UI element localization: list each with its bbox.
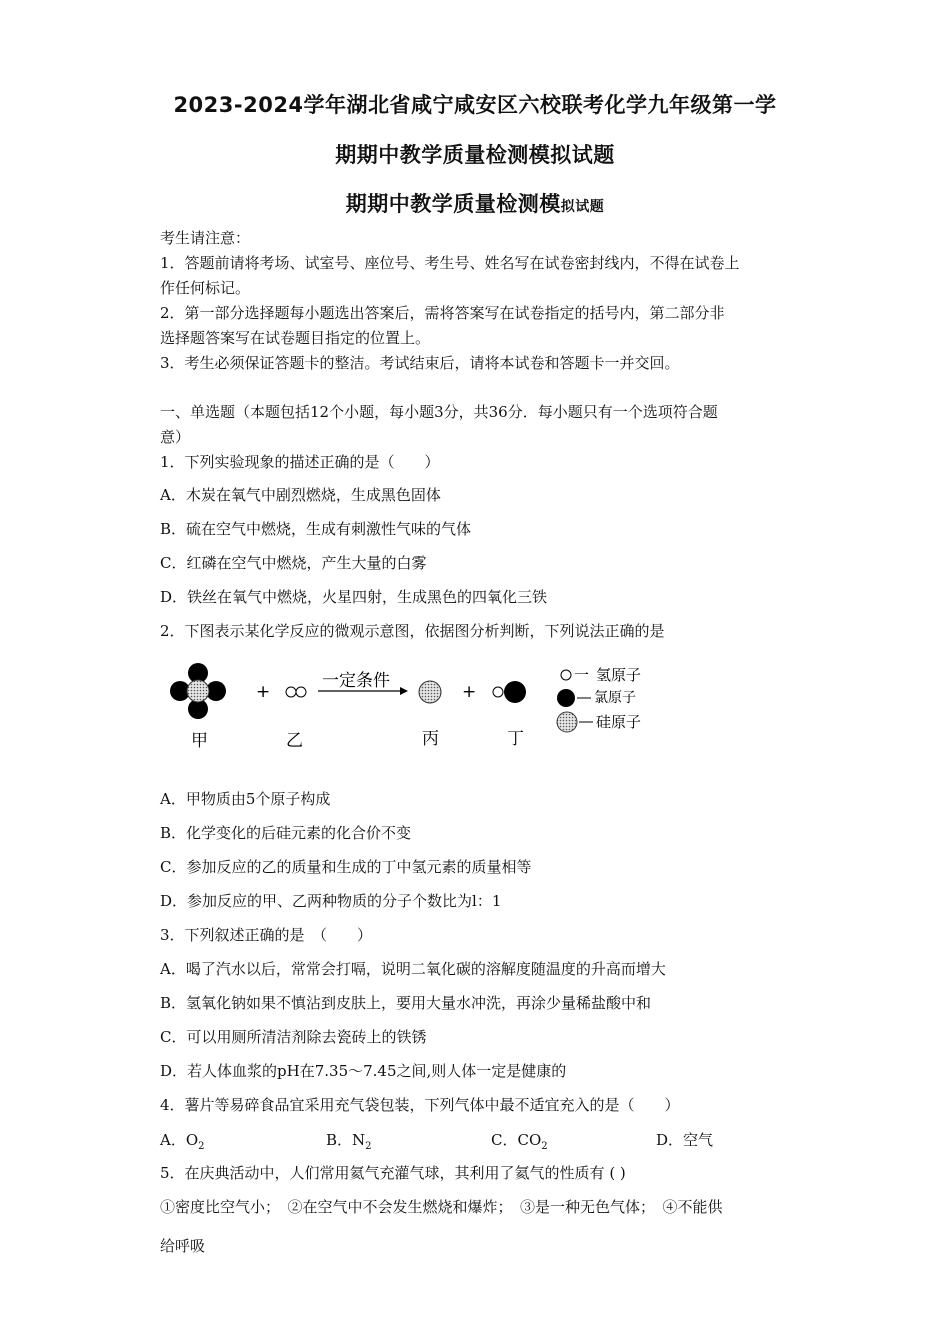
q3-stem: 3．下列叙述正确的是 （ ） [160,926,373,944]
q1-option-c: C．红磷在空气中燃烧，产生大量的白雾 [160,554,427,572]
legend-si-marker [557,712,577,732]
label-jia: 甲 [191,731,208,751]
page-title-line1: 2023-2024学年湖北省咸宁咸安区六校联考化学九年级第一学 [173,93,777,117]
section1-heading-b: 意） [160,428,191,446]
q5-stem: 5．在庆典活动中，人们常用氦气充灌气球，其利用了氦气的性质有 ( ) [160,1164,626,1182]
q4-option-a [160,1129,205,1152]
q4-option-c-sub: 2 [541,1141,548,1152]
q2-option-b: B．化学变化的后硅元素的化合价不变 [160,824,412,842]
q4-option-c [491,1129,548,1152]
q3-option-d: D．若人体血浆的pH在7.35～7.45之间,则人体一定是健康的 [160,1062,567,1080]
q2-stem: 2．下图表示某化学反应的微观示意图，依据图分析判断，下列说法正确的是 [160,622,665,640]
section1-heading-a: 一、单选题（本题包括12个小题，每小题3分，共36分．每小题只有一个选项符合题 [160,403,718,421]
q4-option-b-sub: 2 [365,1141,372,1152]
reaction-diagram [160,656,660,756]
plus-sign-2: + [462,682,477,702]
molecule-bing [419,681,441,703]
q2-option-c: C．参加反应的乙的质量和生成的丁中氢元素的质量相等 [160,858,532,876]
q4-option-a-text: A．O [160,1131,199,1149]
legend [557,666,641,732]
notice-item2-a: 2．第一部分选择题每小题选出答案后，需将答案写在试卷指定的括号内，第二部分非 [160,304,725,322]
molecule-yi [286,687,306,697]
q1-stem: 1．下列实验现象的描述正确的是（ ） [160,453,440,471]
q4-option-b-text: B．N [326,1131,366,1149]
q4-option-b [326,1129,372,1152]
molecule-jia [170,663,226,719]
q1-option-d: D．铁丝在氧气中燃烧，火星四射，生成黑色的四氧化三铁 [160,588,548,606]
legend-dash-h: 一 [574,666,590,684]
q5-props-b: 给呼吸 [160,1237,206,1255]
notice-item3: 3．考生必须保证答题卡的整洁。考试结束后，请将本试卷和答题卡一并交回。 [160,354,680,372]
page-title-line3-big: 期期中教学质量检测模 [345,192,561,216]
legend-cl-marker [557,689,575,707]
legend-h-label: 氢原子 [596,666,642,684]
notice-item2-b: 选择题答案写在试卷题目指定的位置上。 [160,329,431,347]
label-yi: 乙 [286,731,303,751]
page-title-line3 [0,188,950,218]
legend-h-marker [561,670,571,680]
label-ding: 丁 [507,729,524,749]
reaction-arrow-head [400,687,408,695]
label-bing: 丙 [422,729,439,749]
q4-option-d: D．空气 [656,1131,714,1149]
legend-si-label: 硅原子 [596,713,642,731]
q3-option-c: C．可以用厕所清洁剂除去瓷砖上的铁锈 [160,1028,427,1046]
q2-option-d: D．参加反应的甲、乙两种物质的分子个数比为l：1 [160,892,502,910]
q4-option-c-text: C．CO [491,1131,542,1149]
page-title-line3-small: 拟试题 [560,199,605,215]
q3-option-b: B．氢氧化钠如果不慎沾到皮肤上，要用大量水冲洗，再涂少量稀盐酸中和 [160,994,652,1012]
q1-option-b: B．硫在空气中燃烧，生成有刺激性气味的气体 [160,520,472,538]
page-title-line2: 期期中教学质量检测模拟试题 [335,143,615,167]
q4-option-a-sub: 2 [198,1141,205,1152]
molecule-ding [493,681,526,703]
notice-item1-b: 作任何标记。 [160,279,251,297]
plus-sign-1: + [256,682,271,702]
notice-item1-a: 1．答题前请将考场、试室号、座位号、考生号、姓名写在试卷密封线内，不得在试卷上 [160,254,740,272]
notice-heading: 考生请注意： [160,229,251,247]
q2-option-a: A．甲物质由5个原子构成 [160,790,331,808]
reaction-condition: 一定条件 [322,671,390,691]
q3-option-a: A．喝了汽水以后，常常会打嗝，说明二氧化碳的溶解度随温度的升高而增大 [160,960,666,978]
legend-cl-label: 氯原子 [594,690,636,706]
q5-props-a: ①密度比空气小； ②在空气中不会发生燃烧和爆炸； ③是一种无色气体； ④不能供 [160,1198,723,1216]
q1-option-a: A．木炭在氧气中剧烈燃烧，生成黑色固体 [160,486,441,504]
q4-stem: 4．薯片等易碎食品宜采用充气袋包装，下列气体中最不适宜充入的是（ ） [160,1096,680,1114]
